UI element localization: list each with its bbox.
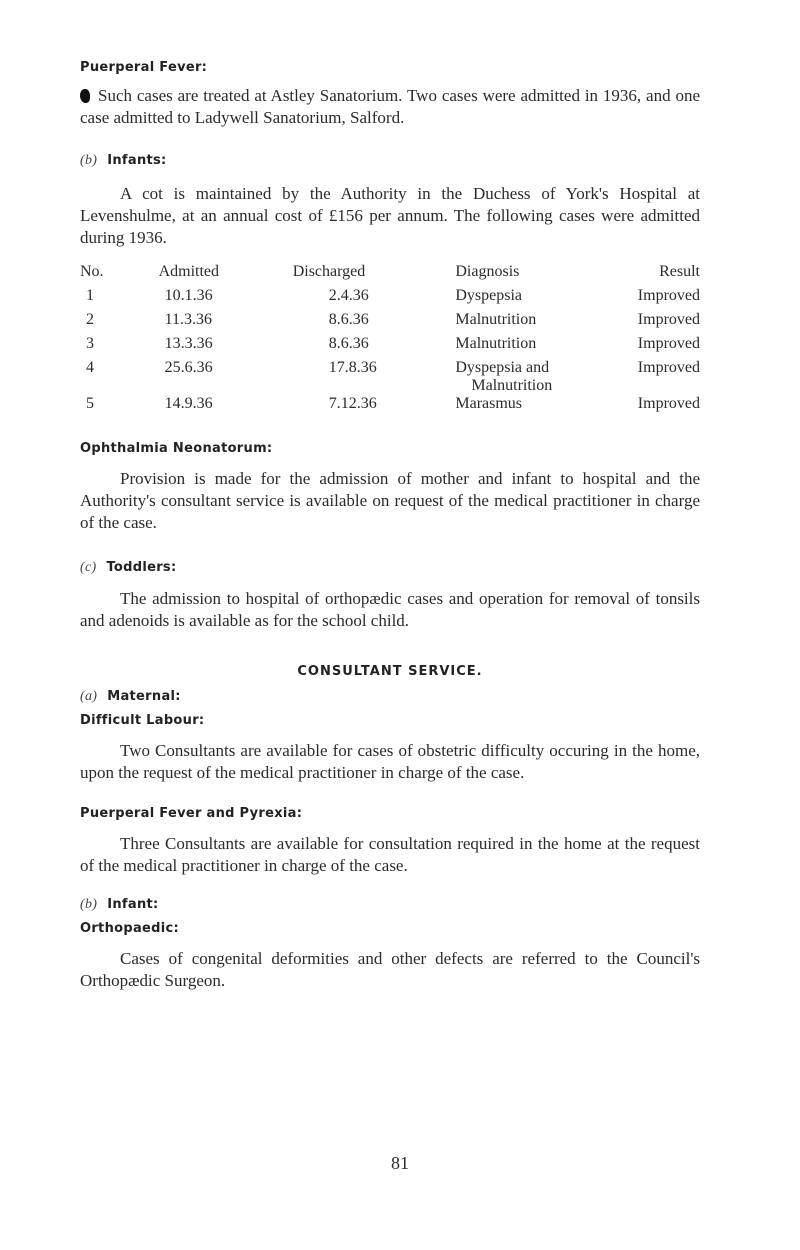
- title-consultant-service: CONSULTANT SERVICE.: [297, 664, 483, 679]
- heading-difficult-labour: Difficult Labour:: [80, 713, 205, 728]
- heading-maternal: [80, 689, 700, 705]
- header-diagnosis: Diagnosis: [455, 263, 520, 280]
- cell-no: 1: [86, 287, 94, 304]
- ink-blot-icon: [80, 89, 90, 103]
- cell-no: 2: [86, 311, 94, 328]
- heading-toddlers: [80, 560, 700, 576]
- cell-discharged: 8.6.36: [328, 311, 369, 328]
- document-page: [80, 60, 700, 992]
- section-letter: (b): [80, 153, 98, 168]
- heading-infant: [80, 897, 700, 913]
- cell-discharged: 17.8.36: [328, 359, 377, 376]
- cell-result: Improved: [637, 287, 700, 304]
- cell-result: Improved: [637, 311, 700, 328]
- cell-no: 3: [86, 335, 94, 352]
- heading-toddlers-text: Toddlers:: [106, 560, 177, 575]
- cell-result: Improved: [637, 395, 700, 412]
- cell-discharged: 8.6.36: [328, 335, 369, 352]
- header-admitted: Admitted: [158, 263, 220, 280]
- table-row: [80, 311, 700, 335]
- cell-diagnosis: Marasmus: [455, 395, 523, 412]
- cell-diagnosis: Malnutrition: [455, 335, 537, 352]
- cell-admitted: 10.1.36: [164, 287, 213, 304]
- heading-infants-text: Infants:: [107, 153, 167, 168]
- cell-diagnosis-line-2: Malnutrition: [471, 377, 553, 394]
- paragraph-toddlers: The admission to hospital of orthopædic cases and operation for removal of tonsils and adenoids is available as for the school child.: [80, 589, 700, 630]
- paragraph-infants: A cot is maintained by the Authority in the Duchess of York's Hospital at Levenshulme, at an annual cost of £156 per annum. The following cases were admitted during 1936.: [80, 184, 700, 247]
- cell-diagnosis: Dyspepsia: [455, 287, 523, 304]
- paragraph-puerperal-fever: [80, 85, 700, 129]
- cell-diagnosis: [455, 359, 608, 395]
- cell-diagnosis: Malnutrition: [455, 311, 537, 328]
- cell-result: Improved: [637, 335, 700, 352]
- paragraph-puerperal-pyrexia: Three Consultants are available for consultation required in the home at the request of the medical practitioner in charge of the case.: [80, 834, 700, 875]
- heading-orthopaedic: Orthopaedic:: [80, 921, 180, 936]
- cell-no: 5: [86, 395, 94, 412]
- heading-puerperal-pyrexia: Puerperal Fever and Pyrexia:: [80, 806, 303, 821]
- heading-infant-text: Infant:: [107, 897, 159, 912]
- header-no: No.: [80, 263, 104, 280]
- header-discharged: Discharged: [292, 263, 366, 280]
- heading-maternal-text: Maternal:: [107, 689, 181, 704]
- header-result: Result: [659, 263, 700, 280]
- table-row: [80, 335, 700, 359]
- heading-infants: [80, 153, 700, 169]
- cell-admitted: 14.9.36: [164, 395, 213, 412]
- section-letter: (c): [80, 560, 97, 575]
- cell-diagnosis-line-1: Dyspepsia and: [455, 359, 550, 376]
- cell-discharged: 2.4.36: [328, 287, 369, 304]
- cell-admitted: 11.3.36: [164, 311, 212, 328]
- admissions-table: [80, 263, 700, 419]
- paragraph-puerperal-fever-text: Such cases are treated at Astley Sanatorium. Two cases were admitted in 1936, and one case admitted to Ladywell Sanatorium, Salford.: [80, 86, 700, 127]
- table-header-row: [80, 263, 700, 287]
- cell-admitted: 25.6.36: [164, 359, 213, 376]
- cell-result: Improved: [637, 359, 700, 376]
- paragraph-orthopaedic: Cases of congenital deformities and other defects are referred to the Council's Orthopædic Surgeon.: [80, 949, 700, 990]
- heading-puerperal-fever: Puerperal Fever:: [80, 60, 208, 75]
- table-row: [80, 395, 700, 419]
- cell-admitted: 13.3.36: [164, 335, 213, 352]
- cell-no: 4: [86, 359, 94, 376]
- table-row: [80, 359, 700, 395]
- section-letter: (a): [80, 689, 98, 704]
- paragraph-difficult-labour: Two Consultants are available for cases of obstetric difficulty occuring in the home, upon the request of the medical practitioner in charge of the case.: [80, 741, 700, 782]
- table-row: [80, 287, 700, 311]
- page-number: 81: [391, 1153, 409, 1173]
- cell-discharged: 7.12.36: [328, 395, 377, 412]
- section-letter: (b): [80, 897, 98, 912]
- heading-ophthalmia: Ophthalmia Neonatorum:: [80, 441, 273, 456]
- paragraph-ophthalmia: Provision is made for the admission of mother and infant to hospital and the Authority's consultant service is available on request of the medical practitioner in charge of the case.: [80, 469, 700, 532]
